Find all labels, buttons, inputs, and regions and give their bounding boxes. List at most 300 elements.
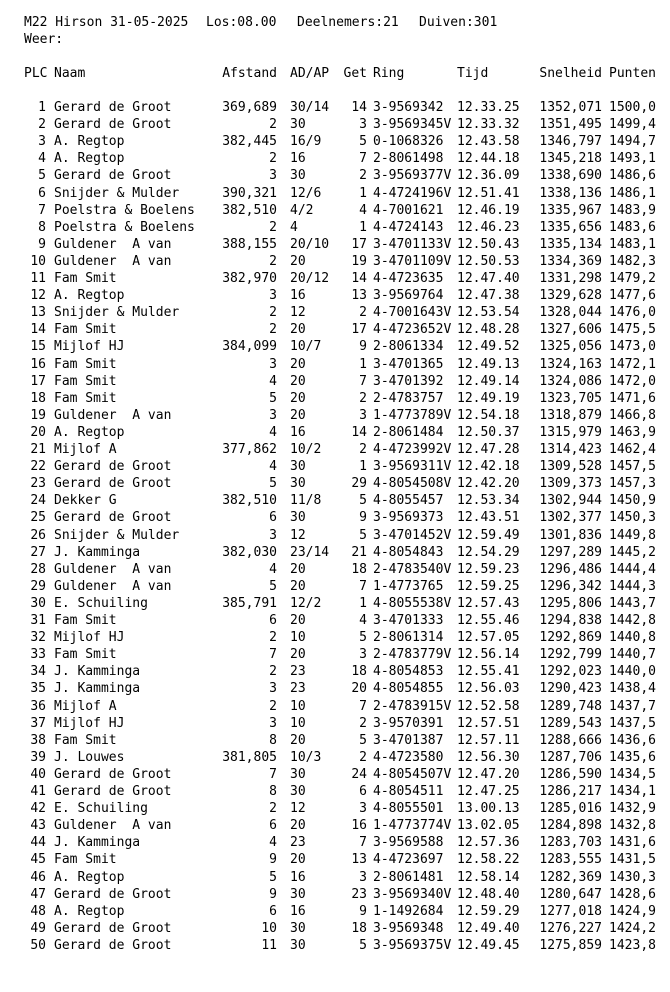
ring-cell: 4-4723580: [373, 749, 444, 765]
ring-cell: 2-4783915V: [373, 698, 452, 714]
get-cell: 18: [351, 561, 367, 577]
tijd-cell: 12.56.30: [457, 749, 520, 765]
afstand-cell: 3: [269, 681, 277, 697]
plc-cell: 8: [38, 219, 46, 235]
get-cell: 9: [359, 339, 367, 355]
tijd-cell: 12.54.29: [457, 544, 520, 560]
afstand-cell: 7: [269, 766, 277, 782]
snelheid-cell: 1295,806: [539, 595, 602, 611]
get-cell: 1: [359, 185, 367, 201]
ring-cell: 4-7001643V: [373, 305, 452, 321]
get-cell: 5: [359, 493, 367, 509]
adap-cell: 16: [290, 151, 306, 167]
punten-cell: 1435,6: [609, 749, 656, 765]
get-cell: 4: [359, 613, 367, 628]
plc-cell: 44: [30, 835, 46, 851]
punten-cell: 1445,2: [609, 544, 656, 560]
afstand-cell: 382,970: [222, 271, 277, 286]
punten-cell: 1462,4: [609, 442, 656, 457]
tijd-cell: 12.47.25: [457, 784, 520, 799]
naam-cell: J. Kamminga: [54, 544, 141, 560]
get-cell: 9: [359, 903, 367, 919]
adap-cell: 30: [290, 920, 306, 936]
snelheid-cell: 1314,423: [539, 442, 602, 457]
punten-cell: 1450,3: [609, 510, 656, 526]
snelheid-cell: 1282,369: [539, 869, 602, 885]
naam-cell: Fam Smit: [54, 271, 117, 286]
snelheid-cell: 1327,606: [539, 322, 602, 338]
ring-cell: 3-9569373: [373, 510, 444, 526]
naam-cell: Fam Smit: [54, 647, 117, 663]
ring-cell: 2-4783540V: [373, 561, 452, 577]
afstand-cell: 4: [269, 373, 277, 389]
get-cell: 7: [359, 698, 367, 714]
adap-cell: 20: [290, 253, 306, 269]
afstand-cell: 4: [269, 561, 277, 577]
ring-cell: 3-9569340V: [373, 886, 452, 902]
punten-cell: 1483,1: [609, 236, 656, 252]
table-row: [0, 851, 670, 868]
table-row: [0, 663, 670, 680]
plc-cell: 16: [30, 356, 46, 372]
tijd-cell: 12.49.19: [457, 390, 520, 406]
get-cell: 6: [359, 784, 367, 799]
afstand-cell: 5: [269, 578, 277, 594]
plc-cell: 29: [30, 578, 46, 594]
afstand-cell: 6: [269, 510, 277, 526]
punten-cell: 1437,5: [609, 715, 656, 731]
snelheid-cell: 1288,666: [539, 732, 602, 748]
ring-cell: 3-4701365: [373, 356, 444, 372]
punten-cell: 1444,4: [609, 561, 656, 577]
adap-cell: 20: [290, 852, 306, 868]
adap-cell: 30: [290, 766, 306, 782]
table-row: [0, 338, 670, 355]
naam-cell: Fam Smit: [54, 732, 117, 748]
punten-cell: 1457,3: [609, 476, 656, 492]
plc-cell: 28: [30, 561, 46, 577]
get-cell: 5: [359, 732, 367, 748]
naam-cell: Mijlof A: [54, 698, 117, 714]
naam-cell: Mijlof A: [54, 442, 117, 457]
participants-count: Deelnemers:21: [297, 15, 399, 30]
punten-cell: 1486,6: [609, 168, 656, 184]
adap-cell: 12/6: [290, 185, 322, 201]
plc-cell: 19: [30, 407, 46, 423]
plc-cell: 18: [30, 390, 46, 406]
ring-cell: 4-8055538V: [373, 595, 452, 611]
adap-cell: 20: [290, 407, 306, 423]
adap-cell: 20: [290, 390, 306, 406]
get-cell: 5: [359, 527, 367, 543]
table-row: [0, 236, 670, 253]
pigeons-count: Duiven:301: [419, 15, 498, 30]
tijd-cell: 12.49.13: [457, 356, 520, 372]
snelheid-cell: 1292,869: [539, 630, 602, 646]
adap-cell: 20/12: [290, 271, 330, 286]
table-row: [0, 407, 670, 424]
adap-cell: 30: [290, 937, 306, 953]
table-row: [0, 99, 670, 116]
get-cell: 18: [351, 920, 367, 936]
table-row: [0, 253, 670, 270]
tijd-cell: 12.43.58: [457, 134, 520, 150]
tijd-cell: 12.57.51: [457, 715, 520, 731]
tijd-cell: 12.50.53: [457, 253, 520, 269]
tijd-cell: 12.33.25: [457, 100, 520, 115]
table-row: [0, 612, 670, 629]
naam-cell: A. Regtop: [54, 134, 125, 150]
afstand-cell: 8: [269, 732, 277, 748]
col-afstand: Afstand: [222, 66, 277, 81]
table-row: [0, 116, 670, 133]
tijd-cell: 12.57.05: [457, 630, 520, 646]
afstand-cell: 2: [269, 630, 277, 646]
afstand-cell: 390,321: [222, 185, 277, 201]
afstand-cell: 377,862: [222, 442, 277, 457]
afstand-cell: 3: [269, 715, 277, 731]
ring-cell: 4-8054507V: [373, 766, 452, 782]
table-row: [0, 595, 670, 612]
col-naam: Naam: [54, 66, 86, 81]
tijd-cell: 12.49.40: [457, 920, 520, 936]
table-row: [0, 475, 670, 492]
punten-cell: 1442,8: [609, 613, 656, 628]
plc-cell: 22: [30, 459, 46, 475]
get-cell: 17: [351, 236, 367, 252]
naam-cell: Gerard de Groot: [54, 117, 172, 133]
tijd-cell: 12.46.23: [457, 219, 520, 235]
table-row: [0, 509, 670, 526]
naam-cell: J. Kamminga: [54, 681, 141, 697]
punten-cell: 1463,9: [609, 424, 656, 440]
afstand-cell: 7: [269, 647, 277, 663]
ring-cell: 3-9569342: [373, 100, 444, 115]
get-cell: 24: [351, 766, 367, 782]
naam-cell: Gerard de Groot: [54, 766, 172, 782]
snelheid-cell: 1302,944: [539, 493, 602, 509]
snelheid-cell: 1318,879: [539, 407, 602, 423]
punten-cell: 1466,8: [609, 407, 656, 423]
snelheid-cell: 1329,628: [539, 288, 602, 304]
plc-cell: 33: [30, 647, 46, 663]
plc-cell: 38: [30, 732, 46, 748]
plc-cell: 20: [30, 424, 46, 440]
snelheid-cell: 1277,018: [539, 903, 602, 919]
afstand-cell: 3: [269, 527, 277, 543]
adap-cell: 12: [290, 305, 306, 321]
tijd-cell: 12.53.54: [457, 305, 520, 321]
ring-cell: 3-9569345V: [373, 117, 452, 133]
ring-cell: 1-4773765: [373, 578, 444, 594]
snelheid-cell: 1287,706: [539, 749, 602, 765]
tijd-cell: 12.56.03: [457, 681, 520, 697]
table-row: [0, 817, 670, 834]
tijd-cell: 12.48.28: [457, 322, 520, 338]
ring-cell: 0-1068326: [373, 134, 444, 150]
table-row: [0, 270, 670, 287]
punten-cell: 1436,6: [609, 732, 656, 748]
adap-cell: 20: [290, 322, 306, 338]
afstand-cell: 382,510: [222, 493, 277, 509]
naam-cell: Fam Smit: [54, 613, 117, 628]
get-cell: 3: [359, 801, 367, 817]
adap-cell: 10/3: [290, 749, 322, 765]
get-cell: 2: [359, 168, 367, 184]
plc-cell: 42: [30, 801, 46, 817]
naam-cell: Guldener A van: [54, 578, 172, 594]
adap-cell: 23: [290, 664, 306, 680]
get-cell: 2: [359, 442, 367, 457]
snelheid-cell: 1334,369: [539, 253, 602, 269]
punten-cell: 1449,8: [609, 527, 656, 543]
punten-cell: 1431,6: [609, 835, 656, 851]
table-row: [0, 869, 670, 886]
table-row: [0, 492, 670, 509]
plc-cell: 39: [30, 749, 46, 765]
tijd-cell: 12.49.45: [457, 937, 520, 953]
punten-cell: 1428,6: [609, 886, 656, 902]
adap-cell: 20: [290, 818, 306, 834]
naam-cell: A. Regtop: [54, 903, 125, 919]
ring-cell: 4-4723697: [373, 852, 444, 868]
afstand-cell: 2: [269, 322, 277, 338]
snelheid-cell: 1324,163: [539, 356, 602, 372]
afstand-cell: 382,445: [222, 134, 277, 150]
punten-cell: 1473,0: [609, 339, 656, 355]
table-row: [0, 287, 670, 304]
afstand-cell: 11: [261, 937, 277, 953]
punten-cell: 1432,8: [609, 818, 656, 834]
tijd-cell: 12.59.29: [457, 903, 520, 919]
plc-cell: 17: [30, 373, 46, 389]
tijd-cell: 12.57.11: [457, 732, 520, 748]
afstand-cell: 5: [269, 476, 277, 492]
punten-cell: 1472,1: [609, 356, 656, 372]
adap-cell: 16: [290, 424, 306, 440]
plc-cell: 49: [30, 920, 46, 936]
get-cell: 17: [351, 322, 367, 338]
tijd-cell: 12.50.43: [457, 236, 520, 252]
punten-cell: 1440,0: [609, 664, 656, 680]
snelheid-cell: 1302,377: [539, 510, 602, 526]
punten-cell: 1430,3: [609, 869, 656, 885]
plc-cell: 26: [30, 527, 46, 543]
plc-cell: 24: [30, 493, 46, 509]
adap-cell: 23/14: [290, 544, 330, 560]
adap-cell: 30: [290, 784, 306, 799]
punten-cell: 1434,1: [609, 784, 656, 799]
table-row: [0, 458, 670, 475]
get-cell: 7: [359, 578, 367, 594]
snelheid-cell: 1345,218: [539, 151, 602, 167]
punten-cell: 1472,0: [609, 373, 656, 389]
snelheid-cell: 1294,838: [539, 613, 602, 628]
adap-cell: 11/8: [290, 493, 322, 509]
adap-cell: 12/2: [290, 595, 322, 611]
naam-cell: Gerard de Groot: [54, 510, 172, 526]
tijd-cell: 12.59.23: [457, 561, 520, 577]
get-cell: 23: [351, 886, 367, 902]
punten-cell: 1437,7: [609, 698, 656, 714]
adap-cell: 30: [290, 459, 306, 475]
naam-cell: Gerard de Groot: [54, 886, 172, 902]
tijd-cell: 12.58.22: [457, 852, 520, 868]
adap-cell: 30/14: [290, 100, 330, 115]
table-row: [0, 185, 670, 202]
punten-cell: 1476,0: [609, 305, 656, 321]
ring-cell: 2-8061484: [373, 424, 444, 440]
naam-cell: J. Kamminga: [54, 835, 141, 851]
naam-cell: Snijder & Mulder: [54, 305, 180, 321]
plc-cell: 50: [30, 937, 46, 953]
ring-cell: 3-4701452V: [373, 527, 452, 543]
naam-cell: A. Regtop: [54, 288, 125, 304]
get-cell: 1: [359, 459, 367, 475]
adap-cell: 16: [290, 869, 306, 885]
table-row: [0, 544, 670, 561]
punten-cell: 1475,5: [609, 322, 656, 338]
adap-cell: 16: [290, 903, 306, 919]
afstand-cell: 382,510: [222, 202, 277, 218]
table-row: [0, 167, 670, 184]
snelheid-cell: 1335,656: [539, 219, 602, 235]
afstand-cell: 381,805: [222, 749, 277, 765]
afstand-cell: 2: [269, 117, 277, 133]
plc-cell: 21: [30, 442, 46, 457]
tijd-cell: 12.56.14: [457, 647, 520, 663]
adap-cell: 4: [290, 219, 298, 235]
punten-cell: 1432,9: [609, 801, 656, 817]
plc-cell: 40: [30, 766, 46, 782]
tijd-cell: 12.51.41: [457, 185, 520, 201]
adap-cell: 10: [290, 715, 306, 731]
naam-cell: A. Regtop: [54, 151, 125, 167]
ring-cell: 3-9569764: [373, 288, 444, 304]
tijd-cell: 12.55.46: [457, 613, 520, 628]
get-cell: 4: [359, 202, 367, 218]
afstand-cell: 2: [269, 664, 277, 680]
table-row: [0, 578, 670, 595]
ring-cell: 2-8061498: [373, 151, 444, 167]
afstand-cell: 2: [269, 305, 277, 321]
plc-cell: 12: [30, 288, 46, 304]
plc-cell: 11: [30, 271, 46, 286]
punten-cell: 1424,2: [609, 920, 656, 936]
table-row: [0, 732, 670, 749]
plc-cell: 10: [30, 253, 46, 269]
table-row: [0, 304, 670, 321]
ring-cell: 3-9569375V: [373, 937, 452, 953]
plc-cell: 32: [30, 630, 46, 646]
get-cell: 1: [359, 595, 367, 611]
get-cell: 29: [351, 476, 367, 492]
tijd-cell: 12.47.40: [457, 271, 520, 286]
get-cell: 2: [359, 390, 367, 406]
punten-cell: 1499,4: [609, 117, 656, 133]
race-header: [24, 14, 664, 31]
get-cell: 3: [359, 407, 367, 423]
plc-cell: 2: [38, 117, 46, 133]
naam-cell: Guldener A van: [54, 407, 172, 423]
plc-cell: 6: [38, 185, 46, 201]
tijd-cell: 12.47.20: [457, 766, 520, 782]
adap-cell: 30: [290, 117, 306, 133]
table-row: [0, 783, 670, 800]
adap-cell: 12: [290, 801, 306, 817]
naam-cell: Mijlof HJ: [54, 339, 125, 355]
tijd-cell: 12.42.20: [457, 476, 520, 492]
naam-cell: A. Regtop: [54, 869, 125, 885]
tijd-cell: 12.44.18: [457, 151, 520, 167]
ring-cell: 3-4701109V: [373, 253, 452, 269]
naam-cell: Guldener A van: [54, 236, 172, 252]
table-row: [0, 903, 670, 920]
table-row: [0, 219, 670, 236]
afstand-cell: 9: [269, 886, 277, 902]
punten-cell: 1450,9: [609, 493, 656, 509]
tijd-cell: 13.02.05: [457, 818, 520, 834]
table-row: [0, 133, 670, 150]
table-row: [0, 749, 670, 766]
naam-cell: Gerard de Groot: [54, 168, 172, 184]
adap-cell: 16: [290, 288, 306, 304]
column-header-row: [0, 65, 670, 82]
naam-cell: Fam Smit: [54, 390, 117, 406]
snelheid-cell: 1335,134: [539, 236, 602, 252]
naam-cell: Fam Smit: [54, 322, 117, 338]
punten-cell: 1500,0: [609, 100, 656, 115]
naam-cell: Gerard de Groot: [54, 937, 172, 953]
afstand-cell: 5: [269, 390, 277, 406]
tijd-cell: 12.50.37: [457, 424, 520, 440]
plc-cell: 4: [38, 151, 46, 167]
punten-cell: 1431,5: [609, 852, 656, 868]
afstand-cell: 369,689: [222, 100, 277, 115]
naam-cell: Poelstra & Boelens: [54, 219, 195, 235]
tijd-cell: 12.48.40: [457, 886, 520, 902]
ring-cell: 4-8054508V: [373, 476, 452, 492]
plc-cell: 7: [38, 202, 46, 218]
table-row: [0, 441, 670, 458]
ring-cell: 3-4701133V: [373, 236, 452, 252]
tijd-cell: 12.33.32: [457, 117, 520, 133]
snelheid-cell: 1290,423: [539, 681, 602, 697]
naam-cell: Fam Smit: [54, 356, 117, 372]
col-snelheid: Snelheid: [539, 66, 602, 81]
afstand-cell: 384,099: [222, 339, 277, 355]
adap-cell: 20: [290, 356, 306, 372]
ring-cell: 4-8054511: [373, 784, 444, 799]
ring-cell: 4-8054843: [373, 544, 444, 560]
plc-cell: 48: [30, 903, 46, 919]
snelheid-cell: 1289,543: [539, 715, 602, 731]
punten-cell: 1444,3: [609, 578, 656, 594]
snelheid-cell: 1346,797: [539, 134, 602, 150]
plc-cell: 1: [38, 100, 46, 115]
snelheid-cell: 1285,016: [539, 801, 602, 817]
afstand-cell: 388,155: [222, 236, 277, 252]
table-row: [0, 356, 670, 373]
adap-cell: 4/2: [290, 202, 314, 218]
col-plc: PLC: [24, 66, 48, 81]
table-row: [0, 561, 670, 578]
naam-cell: Mijlof HJ: [54, 630, 125, 646]
ring-cell: 2-4783757: [373, 390, 444, 406]
naam-cell: E. Schuiling: [54, 801, 148, 817]
table-row: [0, 920, 670, 937]
plc-cell: 14: [30, 322, 46, 338]
